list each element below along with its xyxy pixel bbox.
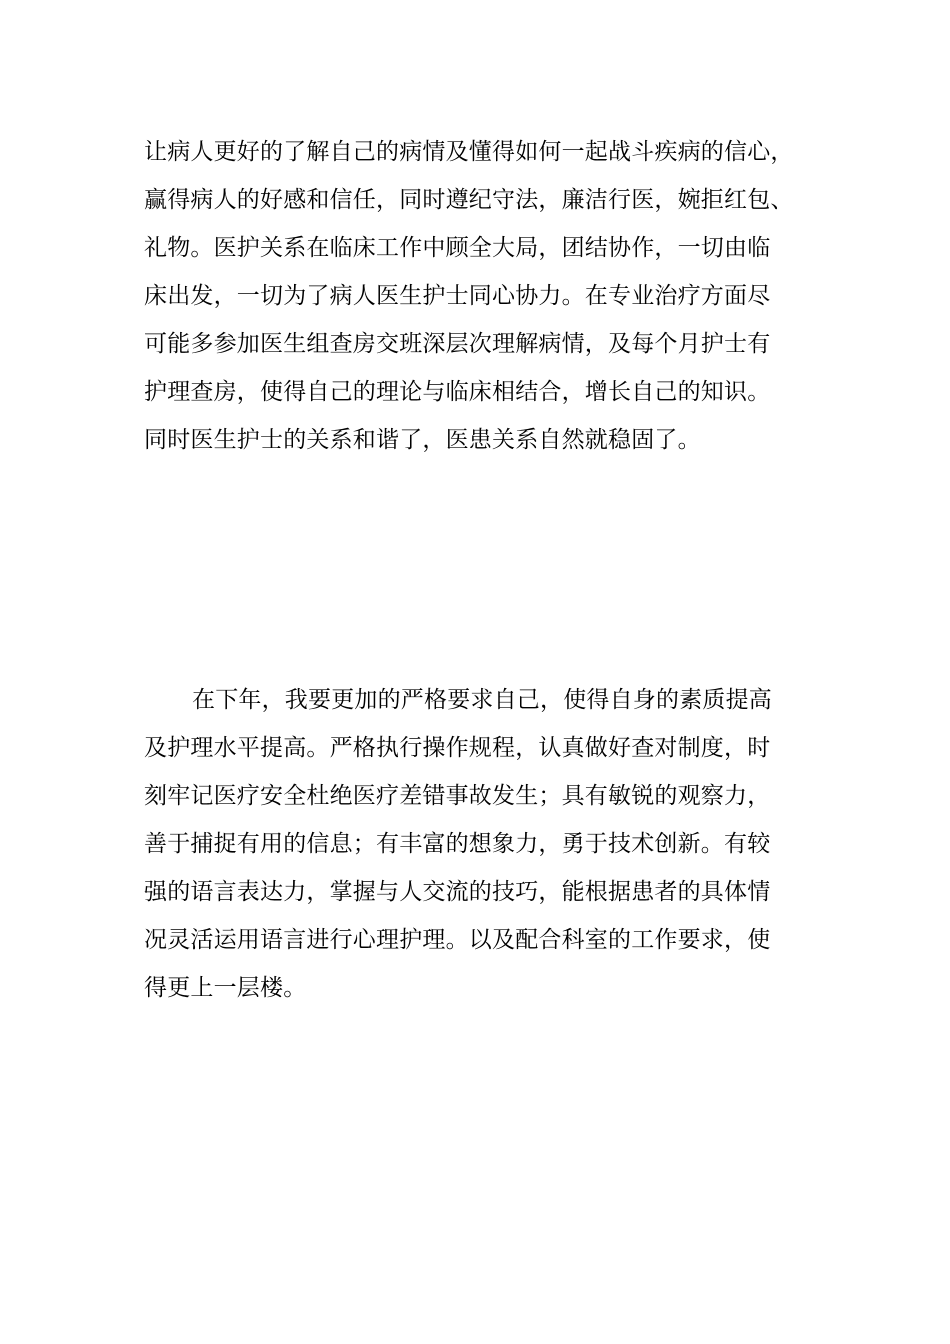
paragraph-line: 床出发，一切为了病人医生护士同心协力。在专业治疗方面尽 <box>144 283 771 309</box>
paragraph-line: 在下年，我要更加的严格要求自己，使得自身的素质提高 <box>192 687 772 713</box>
paragraph-doctor-nurse-relationship <box>144 128 814 464</box>
paragraph-line: 可能多参加医生组查房交班深层次理解病情，及每个月护士有 <box>144 331 771 357</box>
paragraph-line: 及护理水平提高。严格执行操作规程，认真做好查对制度，时 <box>144 735 771 761</box>
paragraph-line: 得更上一层楼。 <box>144 975 307 1001</box>
paragraph-line: 让病人更好的了解自己的病情及懂得如何一起战斗疾病的信心， <box>144 139 794 165</box>
paragraph-line: 刻牢记医疗安全杜绝医疗差错事故发生；具有敏锐的观察力， <box>144 783 771 809</box>
paragraph-line: 况灵活运用语言进行心理护理。以及配合科室的工作要求，使 <box>144 927 771 953</box>
paragraph-line: 善于捕捉有用的信息；有丰富的想象力，勇于技术创新。有较 <box>144 831 771 857</box>
paragraph-next-year-plan <box>144 676 814 1012</box>
paragraph-line: 强的语言表达力，掌握与人交流的技巧，能根据患者的具体情 <box>144 879 771 905</box>
paragraph-line: 护理查房，使得自己的理论与临床相结合，增长自己的知识。 <box>144 379 771 405</box>
paragraph-line: 礼物。医护关系在临床工作中顾全大局，团结协作，一切由临 <box>144 235 771 261</box>
paragraph-line: 赢得病人的好感和信任，同时遵纪守法，廉洁行医，婉拒红包、 <box>144 187 794 213</box>
paragraph-line: 同时医生护士的关系和谐了，医患关系自然就稳固了。 <box>144 427 701 453</box>
